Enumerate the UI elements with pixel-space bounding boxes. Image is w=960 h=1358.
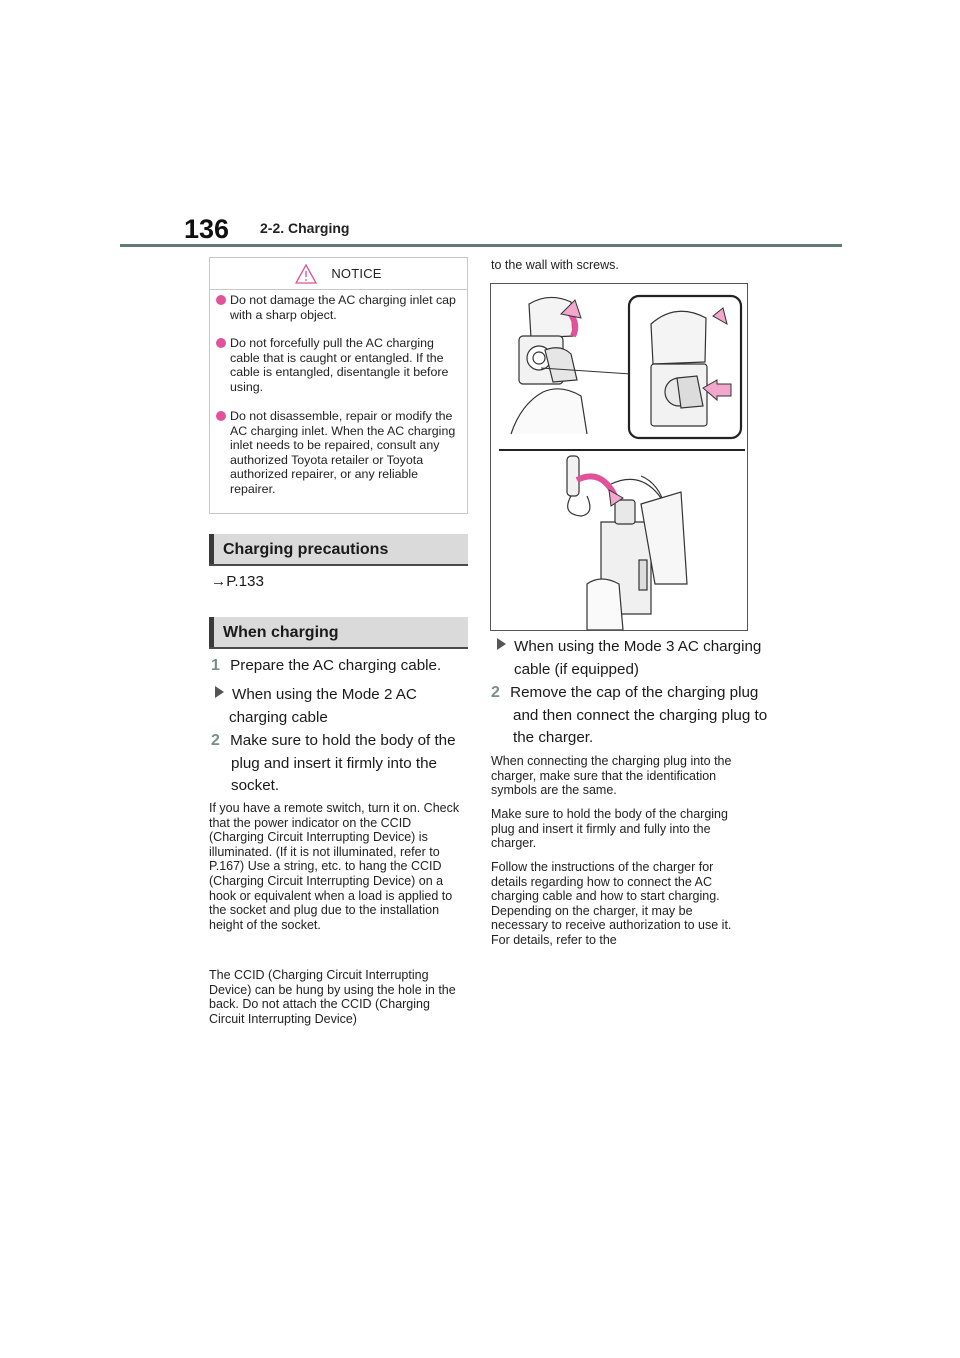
bullet-icon xyxy=(216,411,226,421)
step-text: Remove the cap of the charging plug and then connect the charging plug to the charger. xyxy=(510,684,768,746)
notice-item xyxy=(210,293,462,322)
step-number: 2 xyxy=(491,684,500,701)
step-2-mode3 xyxy=(491,682,769,750)
step-number: 1 xyxy=(211,657,220,674)
charging-precautions-header xyxy=(209,534,468,566)
mode-3-subhead xyxy=(494,636,766,681)
subhead-text: When using the Mode 3 AC charging cable (if equipped) xyxy=(514,638,762,678)
page-number: 136 xyxy=(184,214,230,244)
paragraph: If you have a remote switch, turn it on. Check that the power indicator on the CCID (Charging Circuit Interrupting Device) is illuminated. (If it is not illuminated, refer to P.167) Use a string, etc. to hang the CCID (Charging Circuit Interrupting Device) on a hook or equivalent when a load is applied to the socket and plug due to the installation height of the socket. xyxy=(209,801,460,932)
subhead-text: When using the Mode 2 AC charging cable xyxy=(229,686,417,726)
section-title: 2-2. Charging xyxy=(260,220,350,236)
bullet-icon xyxy=(216,338,226,348)
section-heading: Charging precautions xyxy=(223,541,389,558)
notice-item xyxy=(210,409,462,496)
section-marker xyxy=(209,617,214,647)
notice-item-text: Do not disassemble, repair or modify the AC charging inlet. When the AC charging inlet needs to be repaired, consult any authorized Toyota retailer or Toyota authorized repairer, or any reliable repairer. xyxy=(230,409,456,496)
notice-item-text: Do not damage the AC charging inlet cap with a sharp object. xyxy=(230,293,456,322)
charging-illustration xyxy=(490,283,748,631)
step-1 xyxy=(211,655,467,678)
paragraph: The CCID (Charging Circuit Interrupting Device) can be hung by using the hole in the back. Do not attach the CCID (Charging Circuit Interrupting Device) xyxy=(209,968,456,1026)
when-charging-header xyxy=(209,617,468,649)
step-number: 2 xyxy=(211,732,220,749)
notice-title: NOTICE xyxy=(331,266,382,281)
paragraph: Follow the instructions of the charger for details regarding how to connect the AC charging cable and how to start charging. Depending on the charger, it may be necessary to receive authorization to use it. For details, refer to the xyxy=(491,860,732,947)
paragraph: When connecting the charging plug into the charger, make sure that the identification symbols are the same. xyxy=(491,754,732,798)
step-text: Prepare the AC charging cable. xyxy=(230,657,442,674)
section-heading: When charging xyxy=(223,624,339,641)
mode-2-subhead xyxy=(215,684,477,729)
arrow-right-icon: → xyxy=(211,573,227,590)
paragraph: Make sure to hold the body of the charging plug and insert it firmly and fully into the charger. xyxy=(491,807,728,851)
notice-item-text: Do not forcefully pull the AC charging cable that is caught or entangled. If the cable is entangled, disentangle it before using. xyxy=(230,336,449,394)
notice-box xyxy=(209,257,468,514)
notice-header xyxy=(210,258,467,290)
bullet-icon xyxy=(216,295,226,305)
triangle-bullet-icon xyxy=(215,686,224,698)
notice-item xyxy=(210,336,462,394)
illustration-svg xyxy=(491,284,747,630)
step-text: Make sure to hold the body of the plug and insert it firmly into the socket. xyxy=(230,732,456,794)
warning-triangle-icon xyxy=(295,264,317,284)
reference-text: P.133 xyxy=(226,573,264,590)
step-2 xyxy=(211,730,481,798)
triangle-bullet-icon xyxy=(497,638,506,650)
paragraph: to the wall with screws. xyxy=(491,258,619,272)
header-divider xyxy=(120,244,842,247)
section-marker xyxy=(209,534,214,564)
page-reference[interactable] xyxy=(211,571,264,594)
